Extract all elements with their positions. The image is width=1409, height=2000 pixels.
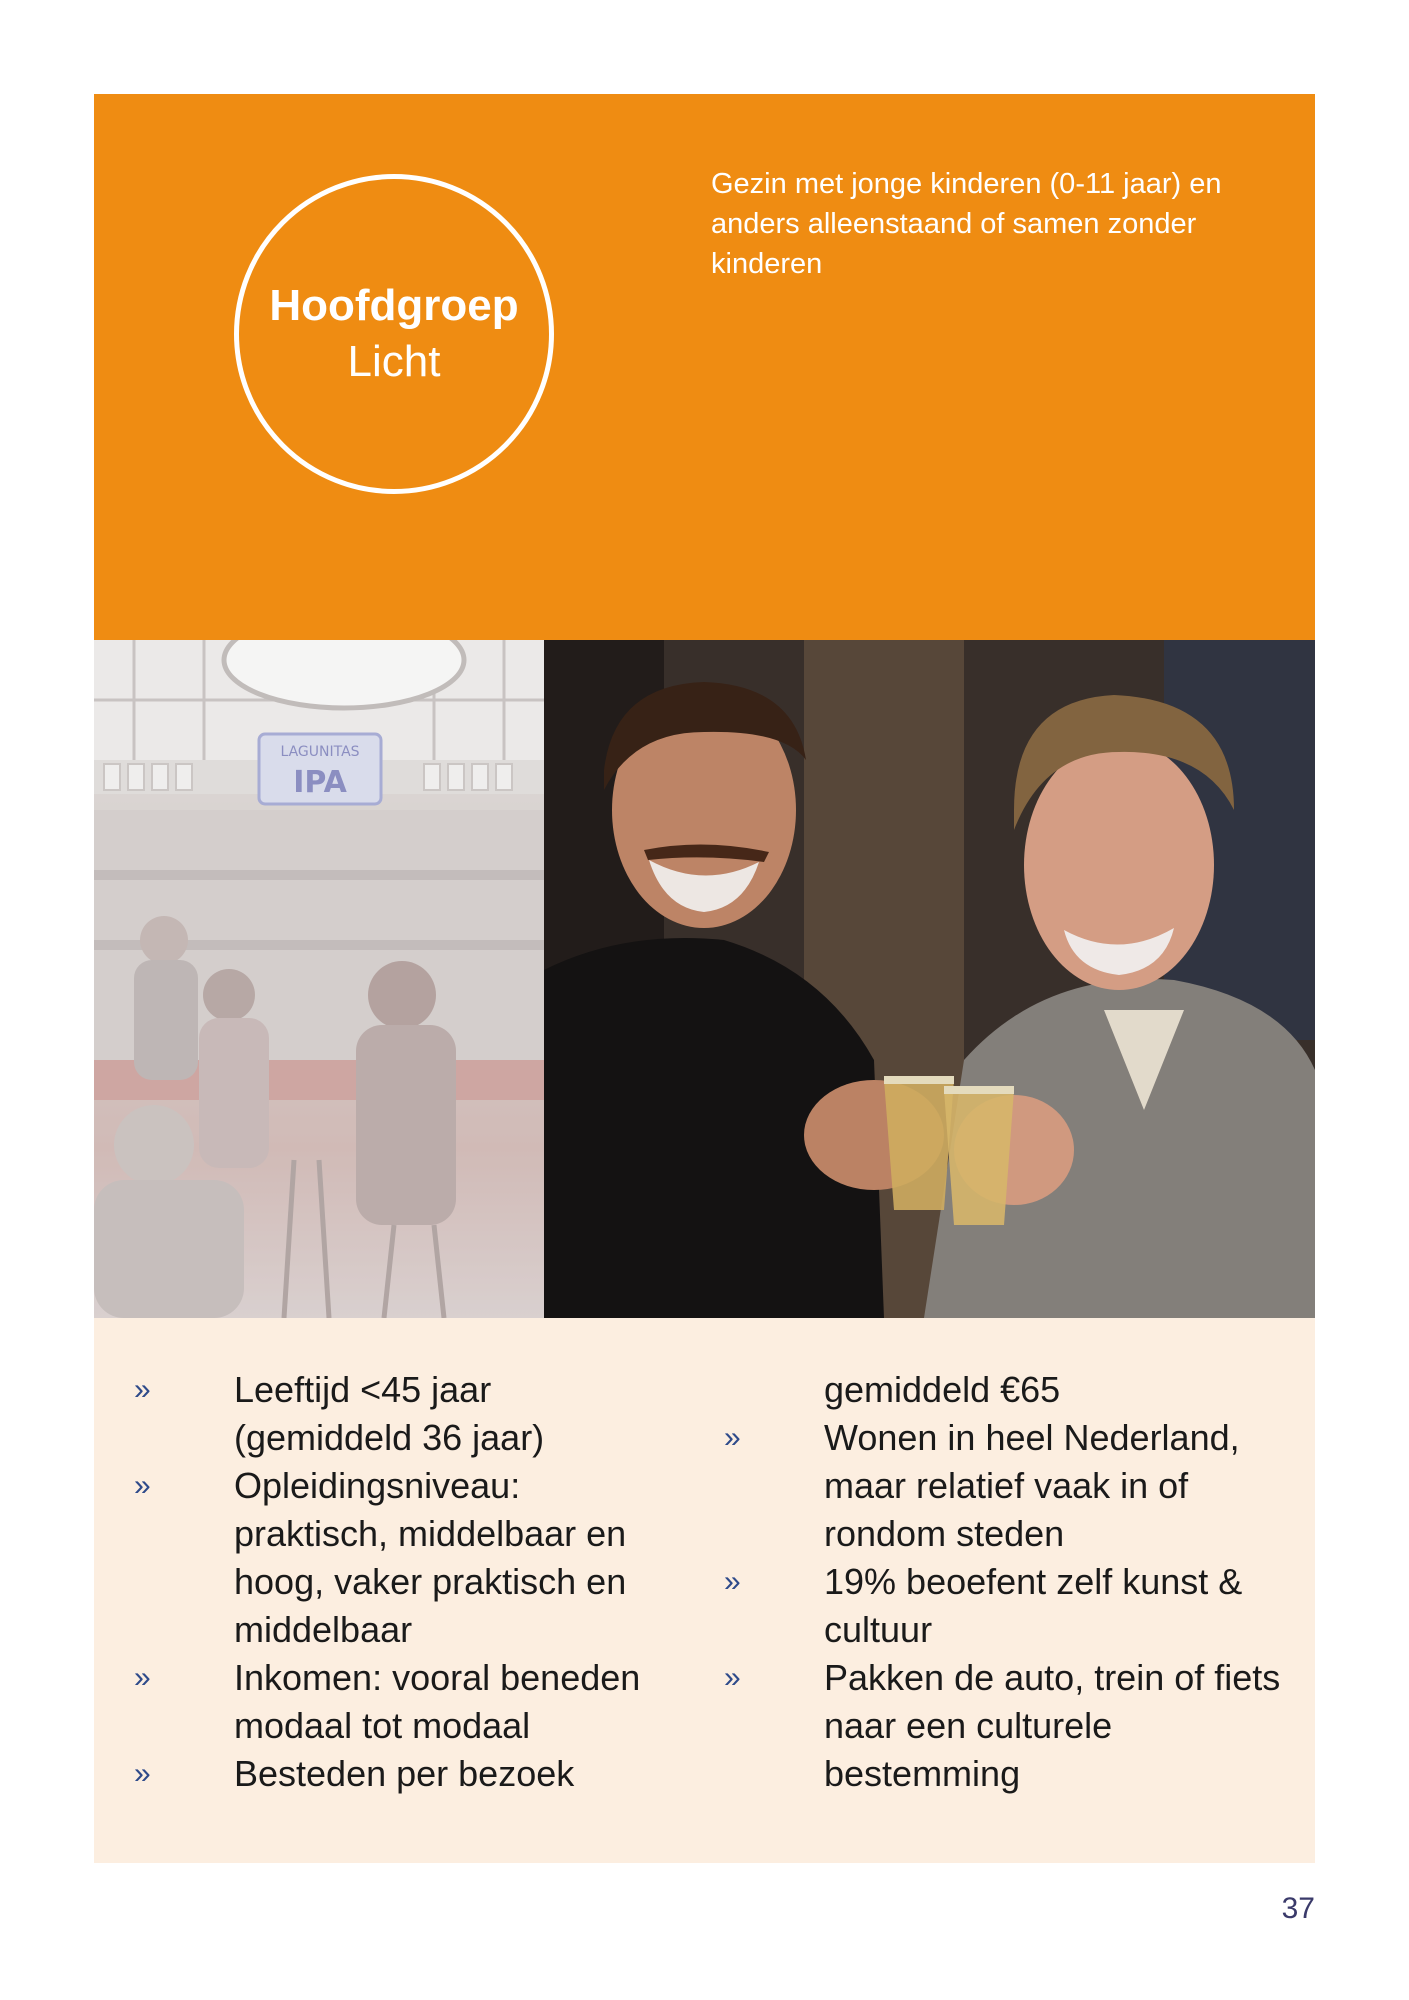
badge-subtitle: Licht xyxy=(347,337,441,386)
orange-header xyxy=(94,94,1315,640)
list-item-text: 19% beoefent zelf kunst & cultuur xyxy=(824,1561,1243,1650)
neon-sign-line2: IPA xyxy=(293,765,347,800)
page-number: 37 xyxy=(1281,1892,1315,1925)
list-item xyxy=(134,1750,674,1798)
list-item xyxy=(134,1654,674,1750)
list-item-text: Besteden per bezoek xyxy=(234,1753,575,1794)
neon-sign-line1: LAGUNITAS xyxy=(280,744,360,760)
group-badge xyxy=(234,174,554,494)
bar-scene-illustration xyxy=(94,640,544,1318)
right-column xyxy=(724,1366,1284,1798)
info-panel xyxy=(94,1318,1315,1863)
bullet-marker: » xyxy=(724,1421,741,1454)
badge-title: Hoofdgroep xyxy=(269,281,519,330)
bullet-marker: » xyxy=(134,1469,151,1502)
friends-toasting-illustration xyxy=(544,640,1315,1318)
list-continuation: gemiddeld €65 xyxy=(824,1369,1061,1410)
photo-band xyxy=(94,640,1315,1318)
group-description: Gezin met jonge kinderen (0-11 jaar) en anders alleenstaand of samen zonder kinderen xyxy=(711,168,1222,280)
bullet-marker: » xyxy=(134,1757,151,1790)
list-item xyxy=(724,1414,1284,1558)
bar-interior-photo xyxy=(94,640,544,1318)
bullet-marker: » xyxy=(724,1661,741,1694)
list-item xyxy=(724,1558,1284,1654)
list-item-text: Leeftijd <45 jaar (gemiddeld 36 jaar) xyxy=(234,1369,545,1458)
page-card xyxy=(94,94,1315,1863)
bullet-marker: » xyxy=(134,1373,151,1406)
list-item-text: Wonen in heel Nederland, maar relatief vaak in of rondom steden xyxy=(824,1417,1240,1554)
right-bullet-list xyxy=(724,1414,1284,1798)
list-item xyxy=(134,1462,674,1654)
list-item-text: Opleidingsniveau: praktisch, middelbaar en hoog, vaker praktisch en middelbaar xyxy=(234,1465,627,1650)
bullet-marker: » xyxy=(134,1661,151,1694)
list-item-text: Inkomen: vooral beneden modaal tot modaal xyxy=(234,1657,641,1746)
left-column xyxy=(134,1366,674,1798)
friends-toasting-photo xyxy=(544,640,1315,1318)
list-item xyxy=(724,1654,1284,1798)
list-item xyxy=(134,1366,674,1462)
list-item-text: Pakken de auto, trein of fiets naar een culturele bestemming xyxy=(824,1657,1281,1794)
bullet-marker: » xyxy=(724,1565,741,1598)
left-bullet-list xyxy=(134,1366,674,1798)
